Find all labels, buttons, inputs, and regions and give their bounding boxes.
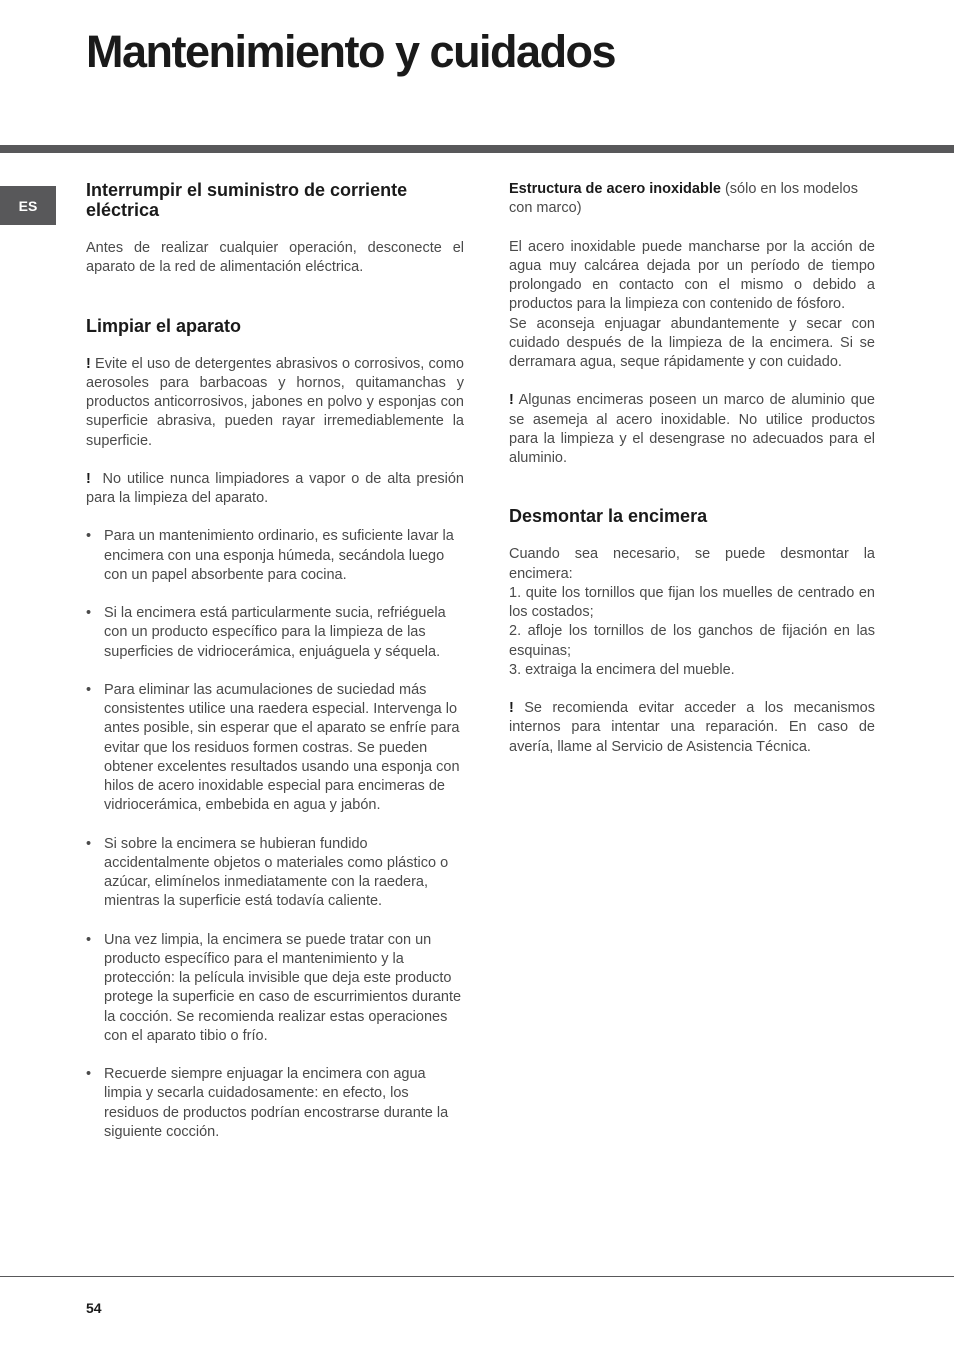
warning-paragraph	[509, 391, 875, 468]
paragraph	[509, 180, 875, 219]
paragraph: Se aconseja enjuagar abundantemente y secar con cuidado después de la limpieza de la encimera. Si se derramara agua, seque rápidamente y con cuidado.	[509, 315, 875, 370]
section-heading: Limpiar el aparato	[86, 315, 242, 336]
list-item: • Para eliminar las acumulaciones de suciedad más consistentes utilice una raedera especial. Intervenga lo antes posible, sin esperar que el aparato se enfríe para evitar que los residuos formen costras. Se pueden obtener excelentes resultados usando una esponja con hilos de acero inoxidable especial para encimeras de vidriocerámica, embebida en agua y jabón.	[86, 681, 464, 816]
section-heading: Interrumpir el suministro de corriente eléctrica	[86, 180, 408, 220]
page-number: 54	[86, 1300, 102, 1316]
warning-mark: !	[509, 700, 514, 716]
section-removal	[509, 506, 875, 757]
left-column	[86, 180, 469, 1161]
right-column	[509, 180, 875, 757]
warning-mark: !	[86, 470, 91, 487]
list-item: • Para un mantenimiento ordinario, es suficiente lavar la encimera con una esponja húmeda, secándola luego con un papel absorbente para cocina.	[86, 527, 464, 585]
section-power-supply	[86, 180, 464, 278]
paragraph: El acero inoxidable puede mancharse por la acción de agua muy calcárea dejada por un período de tiempo prolongado en contacto con el mismo o debido a productos para la limpieza con contenido de fósforo.	[509, 238, 875, 313]
list-item: • Si sobre la encimera se hubieran fundido accidentalmente objetos o materiales como plástico o azúcar, elimínelos inmediatamente con la raedera, mientras la superficie está todavía caliente.	[86, 835, 464, 912]
warning-paragraph	[86, 355, 464, 451]
warning-paragraph	[509, 699, 875, 757]
list-item: • Una vez limpia, la encimera se puede tratar con un producto específico para el mantenimiento y la protección: la película invisible que deja este producto protege la superficie en caso de escurrimientos durante la cocción. Se recomienda realizar estas operaciones con el aparato tibio o frío.	[86, 931, 464, 1047]
section-heading: Desmontar la encimera	[509, 506, 708, 527]
warning-text: Algunas encimeras poseen un marco de aluminio que se asemeja al acero inoxidable. No utilice productos para la limpieza y el desengrase no adecuados para el aluminio.	[509, 392, 875, 466]
warning-mark: !	[509, 392, 514, 409]
warning-text: Evite el uso de detergentes abrasivos o corrosivos, como aerosoles para barbacoas y hornos, quitamanchas y productos anticorrosivos, jabones en polvo y esponjas con superficie abrasiva, pueden rayar irremediablemente la superficie.	[86, 355, 464, 449]
header-divider	[0, 145, 954, 153]
list-item: • Recuerde siempre enjuagar la encimera con agua limpia y secarla cuidadosamente: en efecto, los residuos de productos podrían encostrarse durante la siguiente cocción.	[86, 1065, 464, 1142]
subheading-note: (sólo en los modelos con marco)	[509, 181, 858, 217]
warning-text: No utilice nunca limpiadores a vapor o de alta presión para la limpieza del aparato.	[86, 470, 469, 506]
step-item: 1. quite los tornillos que fijan los muelles de centrado en los costados;	[509, 584, 875, 620]
footer-divider	[0, 1276, 954, 1277]
section-stainless-steel	[509, 180, 875, 468]
list-item: • Si la encimera está particularmente sucia, refriéguela con un producto específico para la limpieza de las superficies de vidriocerámica, enjuáguela y séquela.	[86, 604, 464, 662]
page-title: Mantenimiento y cuidados	[86, 26, 616, 77]
warning-text: Se recomienda evitar acceder a los mecanismos internos para intentar una reparación. En caso de avería, llame al Servicio de Asistencia Técnica.	[509, 700, 875, 755]
section-cleaning	[86, 315, 469, 1143]
step-item: 3. extraiga la encimera del mueble.	[509, 661, 735, 678]
step-item: 2. afloje los tornillos de los ganchos de fijación en las esquinas;	[509, 623, 875, 659]
subheading-bold: Estructura de acero inoxidable	[509, 181, 721, 197]
paragraph: Antes de realizar cualquier operación, desconecte el aparato de la red de alimentación eléctrica.	[86, 240, 464, 276]
warning-paragraph	[86, 470, 469, 509]
paragraph: Cuando sea necesario, se puede desmontar la encimera:	[509, 546, 875, 582]
warning-mark: !	[86, 355, 91, 372]
cleaning-tips-list	[86, 527, 464, 1142]
language-tab: ES	[0, 186, 56, 225]
